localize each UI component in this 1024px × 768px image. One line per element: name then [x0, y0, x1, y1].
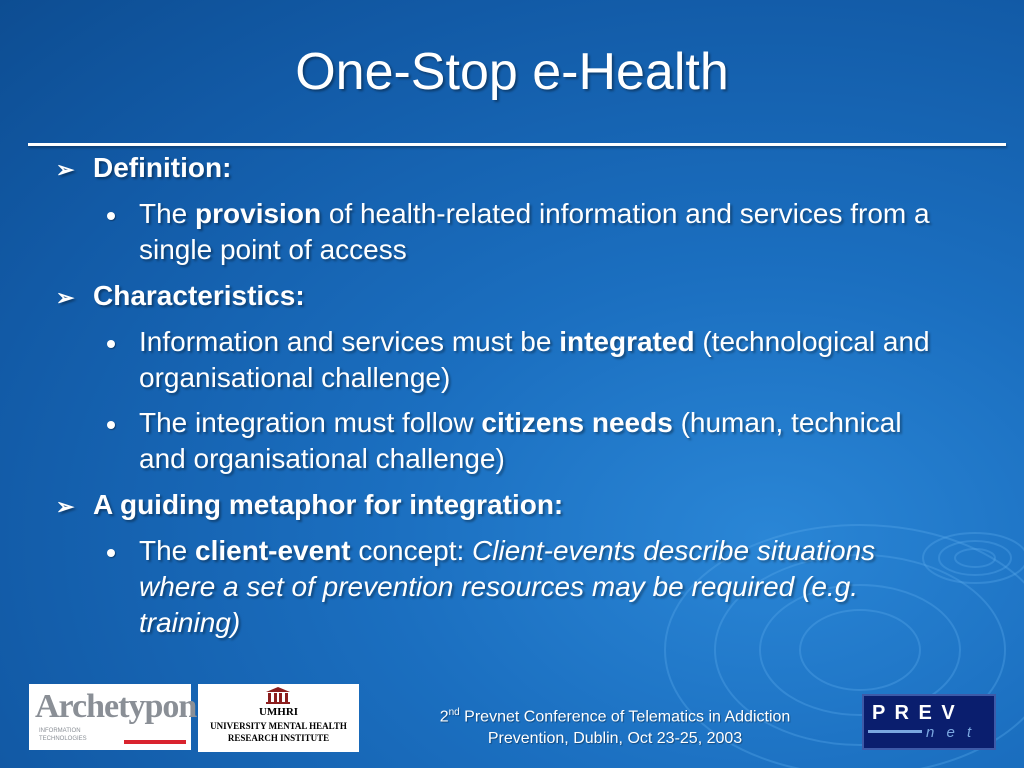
round-bullet-icon [107, 340, 115, 348]
arrow-bullet-icon: ➢ [56, 494, 75, 519]
archetypon-logo [29, 684, 197, 750]
prevnet-underline [868, 730, 922, 733]
prevnet-logo [862, 694, 996, 750]
bullet-text-client-event: The client-event concept: Client-events describe situations where a set of prevention resources may be required (e.g. training) [139, 535, 876, 638]
round-bullet-icon [107, 421, 115, 429]
arrow-bullet-icon: ➢ [56, 285, 75, 310]
round-bullet-icon [107, 212, 115, 220]
arrow-bullet-icon: ➢ [56, 157, 75, 182]
archetypon-subtitle-2: TECHNOLOGIES [39, 736, 87, 742]
archetypon-subtitle-1: INFORMATION [39, 728, 81, 734]
footer-conference-text: 2nd Prevnet Conference of Telematics in Addiction Prevention, Dublin, Oct 23-25, 2003 [439, 707, 791, 748]
column-building-icon [264, 686, 292, 704]
archetypon-wordmark: Archetypon [35, 688, 197, 725]
section-heading-definition: Definition: [93, 152, 232, 183]
umhri-name-line2: RESEARCH INSTITUTE [227, 733, 330, 743]
section-heading-guiding-metaphor: A guiding metaphor for integration: [93, 489, 564, 520]
section-heading-characteristics: Characteristics: [93, 280, 305, 311]
prevnet-logo-bottom: n e t [926, 724, 976, 741]
title-divider [28, 143, 1006, 146]
umhri-name-line1: UNIVERSITY MENTAL HEALTH [210, 721, 347, 731]
bullet-text-provision: The provision of health-related information and services from a single point of access [139, 198, 930, 265]
prevnet-logo-top: P R E V [872, 702, 957, 724]
slide-title: One-Stop e-Health [295, 43, 729, 101]
umhri-abbreviation: UMHRI [258, 706, 299, 718]
round-bullet-icon [107, 549, 115, 557]
umhri-logo [198, 684, 359, 752]
bullet-text-integrated: Information and services must be integrated (technological and organisational challenge) [139, 326, 930, 393]
bullet-text-citizens-needs: The integration must follow citizens needs (human, technical and organisational challenge) [139, 407, 902, 474]
archetypon-red-bar [124, 740, 186, 744]
